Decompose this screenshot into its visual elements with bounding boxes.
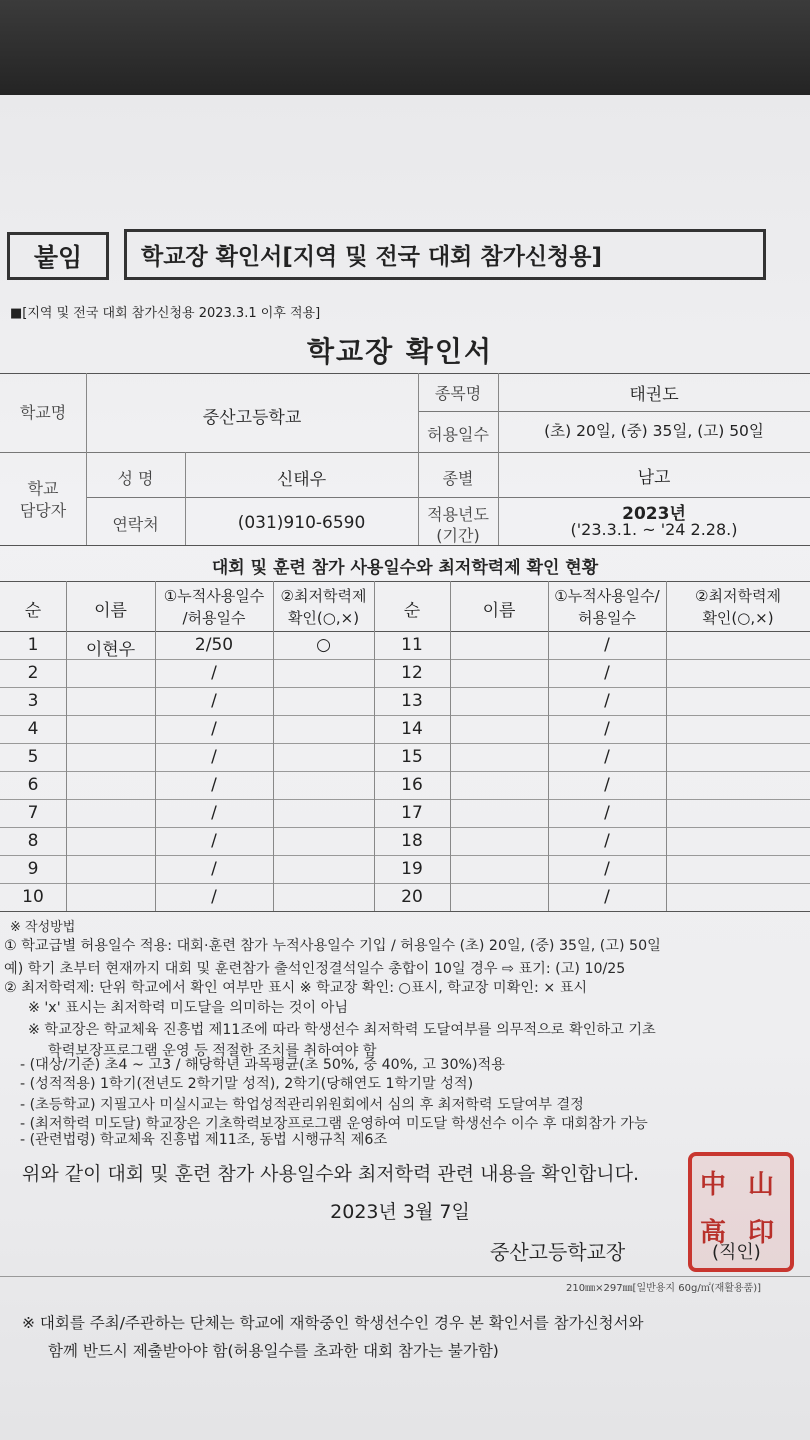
table-cell-no2: 11	[401, 635, 423, 655]
allowed-days-value: (초) 20일, (중) 35일, (고) 50일	[544, 422, 764, 440]
table-cell-no: 8	[27, 831, 39, 851]
period-value: ('23.3.1. ~ '24 2.28.)	[570, 520, 738, 539]
table-cell-days2: /	[604, 663, 610, 683]
year-label-line2: (기간)	[436, 526, 480, 545]
record-table-border-bottom	[0, 911, 810, 912]
seal-label: (직인)	[712, 1242, 761, 1263]
instruction-line: ② 최저학력제: 단위 학교에서 확인 여부만 표시 ※ 학교장 확인: ○표시, 학교장 미확인: × 표시	[4, 980, 588, 996]
gender-value: 남고	[637, 468, 671, 488]
year-label-line1: 적용년도	[427, 505, 489, 524]
record-table-row-rule	[0, 771, 810, 772]
record-table-row-rule	[0, 855, 810, 856]
header-days-left-2: /허용일수	[182, 609, 246, 627]
table-cell-name: 이현우	[85, 640, 136, 660]
table-cell-no: 7	[27, 803, 39, 823]
record-table-row-rule	[0, 743, 810, 744]
instruction-line: ※ 작성방법	[10, 920, 76, 935]
table-cell-days2: /	[604, 859, 610, 879]
header-days-right-1: ①누적사용일수/	[554, 587, 660, 605]
table-cell-no2: 20	[401, 887, 423, 907]
info-table-border-top	[0, 373, 810, 374]
record-table-border-top	[0, 581, 810, 582]
attachment-label: 붙임	[33, 243, 83, 272]
header-no-right: 순	[403, 601, 421, 621]
record-table-row-rule	[0, 687, 810, 688]
record-table-row-rule	[0, 827, 810, 828]
table-cell-days2: /	[604, 887, 610, 907]
table-cell-days: /	[211, 859, 217, 879]
table-cell-days2: /	[604, 831, 610, 851]
header-name-left: 이름	[94, 601, 127, 621]
table-cell-no: 1	[27, 635, 39, 655]
table-cell-no: 4	[27, 719, 39, 739]
table-cell-days2: /	[604, 775, 610, 795]
info-table-rule	[0, 452, 810, 453]
manager-name-value: 신태우	[276, 470, 327, 490]
year-value: 2023년	[622, 504, 686, 524]
table-cell-no2: 17	[401, 803, 423, 823]
table-cell-no2: 16	[401, 775, 423, 795]
table-cell-no2: 12	[401, 663, 423, 683]
record-table-row-rule	[0, 799, 810, 800]
gender-label: 종별	[442, 469, 474, 488]
record-table-divider	[666, 581, 667, 911]
table-cell-days: /	[211, 747, 217, 767]
header-no-left: 순	[24, 601, 42, 621]
table-cell-days2: /	[604, 803, 610, 823]
header-name-right: 이름	[482, 601, 516, 621]
instruction-line: - (초등학교) 지필고사 미실시교는 학업성적관리위원회에서 심의 후 최저학력 도달여부 결정	[20, 1097, 584, 1113]
paper-spec: 210㎜×297㎜[일반용지 60g/㎡(재활용품)]	[566, 1283, 762, 1294]
table-cell-days: /	[211, 803, 217, 823]
footer-note-line2: 함께 반드시 제출받아야 함(허용일수를 초과한 대회 참가는 불가함)	[48, 1342, 499, 1360]
table-cell-days2: /	[604, 635, 610, 655]
contact-label: 연락처	[112, 515, 159, 534]
table-cell-no2: 18	[401, 831, 423, 851]
table-cell-no: 10	[22, 887, 44, 907]
instruction-line: ① 학교급별 허용일수 적용: 대회·훈련 참가 누적사용일수 기입 / 허용일수 (초) 20일, (중) 35일, (고) 50일	[4, 938, 661, 954]
header-academic-right-2: 확인(○,×)	[702, 609, 774, 627]
table-cell-no2: 19	[401, 859, 423, 879]
record-table-divider	[273, 581, 274, 911]
table-cell-no: 3	[27, 691, 39, 711]
instruction-line: 학력보장프로그램 운영 등 적절한 조치를 취하여야 함	[48, 1043, 377, 1059]
instruction-line: ※ 'x' 표시는 최저학력 미도달을 의미하는 것이 아님	[28, 1000, 349, 1016]
seal-glyph: 高	[700, 1218, 727, 1248]
table-cell-days: /	[211, 775, 217, 795]
instruction-line: - (관련법령) 학교체육 진흥법 제11조, 동법 시행규칙 제6조	[20, 1132, 388, 1148]
table-cell-days2: /	[604, 719, 610, 739]
table-cell-days: /	[211, 887, 217, 907]
table-cell-academic: ○	[316, 635, 331, 655]
signer-title: 중산고등학교장	[490, 1240, 626, 1264]
table-cell-no2: 13	[401, 691, 423, 711]
page-title: 학교장 확인서	[306, 335, 494, 368]
instruction-line: - (성적적용) 1학기(전년도 2학기말 성적), 2학기(당해연도 1학기말 성적)	[20, 1076, 474, 1092]
confirmation-statement: 위와 같이 대회 및 훈련 참가 사용일수와 최저학력 관련 내용을 확인합니다.	[22, 1163, 640, 1185]
table-cell-days2: /	[604, 691, 610, 711]
table-cell-days: 2/50	[194, 635, 234, 655]
seal-glyph: 中	[700, 1170, 727, 1200]
instruction-line: - (최저학력 미도달) 학교장은 기초학력보장프로그램 운영하여 미도달 학생선수 이수 후 대회참가 가능	[20, 1116, 648, 1132]
document-header: 학교장 확인서[지역 및 전국 대회 참가신청용]	[141, 244, 602, 270]
table-cell-no2: 15	[401, 747, 423, 767]
applicability-note: ■[지역 및 전국 대회 참가신청용 2023.3.1 이후 적용]	[10, 306, 321, 321]
record-table-row-rule	[0, 715, 810, 716]
table-cell-no: 6	[27, 775, 39, 795]
school-name-label: 학교명	[19, 403, 67, 422]
issue-date: 2023년 3월 7일	[330, 1201, 470, 1223]
manager-name-label: 성 명	[117, 469, 154, 488]
table-cell-no: 2	[27, 663, 39, 683]
table-cell-no: 9	[27, 859, 39, 879]
manager-label-line2: 담당자	[19, 501, 67, 520]
contact-value: (031)910-6590	[237, 513, 366, 533]
attachment-label-box	[7, 232, 109, 280]
table-cell-days: /	[211, 719, 217, 739]
header-academic-right-1: ②최저학력제	[695, 587, 781, 605]
record-table-row-rule	[0, 883, 810, 884]
school-name-value: 중산고등학교	[202, 408, 302, 428]
record-table-header-rule	[0, 631, 810, 632]
table-cell-no: 5	[27, 747, 39, 767]
table-cell-days: /	[211, 691, 217, 711]
instruction-line: 예) 학기 초부터 현재까지 대회 및 훈련참가 출석인정결석일수 총합이 10일 경우 ⇨ 표기: (고) 10/25	[4, 961, 626, 977]
record-table-divider	[450, 581, 451, 911]
info-table-rule	[418, 411, 810, 412]
seal-glyph: 山	[748, 1170, 775, 1200]
header-days-left-1: ①누적사용일수	[163, 587, 265, 605]
sport-label: 종목명	[434, 384, 482, 403]
seal-glyph: 印	[748, 1218, 775, 1248]
table-cell-no2: 14	[401, 719, 423, 739]
instruction-line: - (대상/기준) 초4 ~ 고3 / 해당학년 과목평균(초 50%, 중 40%, 고 30%)적용	[20, 1057, 505, 1073]
header-academic-left-2: 확인(○,×)	[287, 609, 360, 627]
table-cell-days: /	[211, 663, 217, 683]
info-table-rule	[0, 545, 810, 546]
instruction-line: ※ 학교장은 학교체육 진흥법 제11조에 따라 학생선수 최저학력 도달여부를 의무적으로 확인하고 기초	[28, 1022, 656, 1038]
header-academic-left-1: ②최저학력제	[280, 587, 367, 605]
table-section-title: 대회 및 훈련 참가 사용일수와 최저학력제 확인 현황	[211, 558, 599, 578]
record-table-divider	[66, 581, 67, 911]
header-days-right-2: 허용일수	[578, 609, 636, 627]
info-table-rule	[86, 497, 810, 498]
footer-note-line1: ※ 대회를 주최/주관하는 단체는 학교에 재학중인 학생선수인 경우 본 확인서를 참가신청서와	[22, 1314, 644, 1332]
document-header-box	[124, 229, 766, 280]
sport-value: 태권도	[629, 385, 679, 405]
allowed-days-label: 허용일수	[427, 425, 489, 444]
table-cell-days: /	[211, 831, 217, 851]
manager-label-line1: 학교	[27, 479, 59, 498]
table-cell-days2: /	[604, 747, 610, 767]
footer-rule	[0, 1276, 810, 1277]
